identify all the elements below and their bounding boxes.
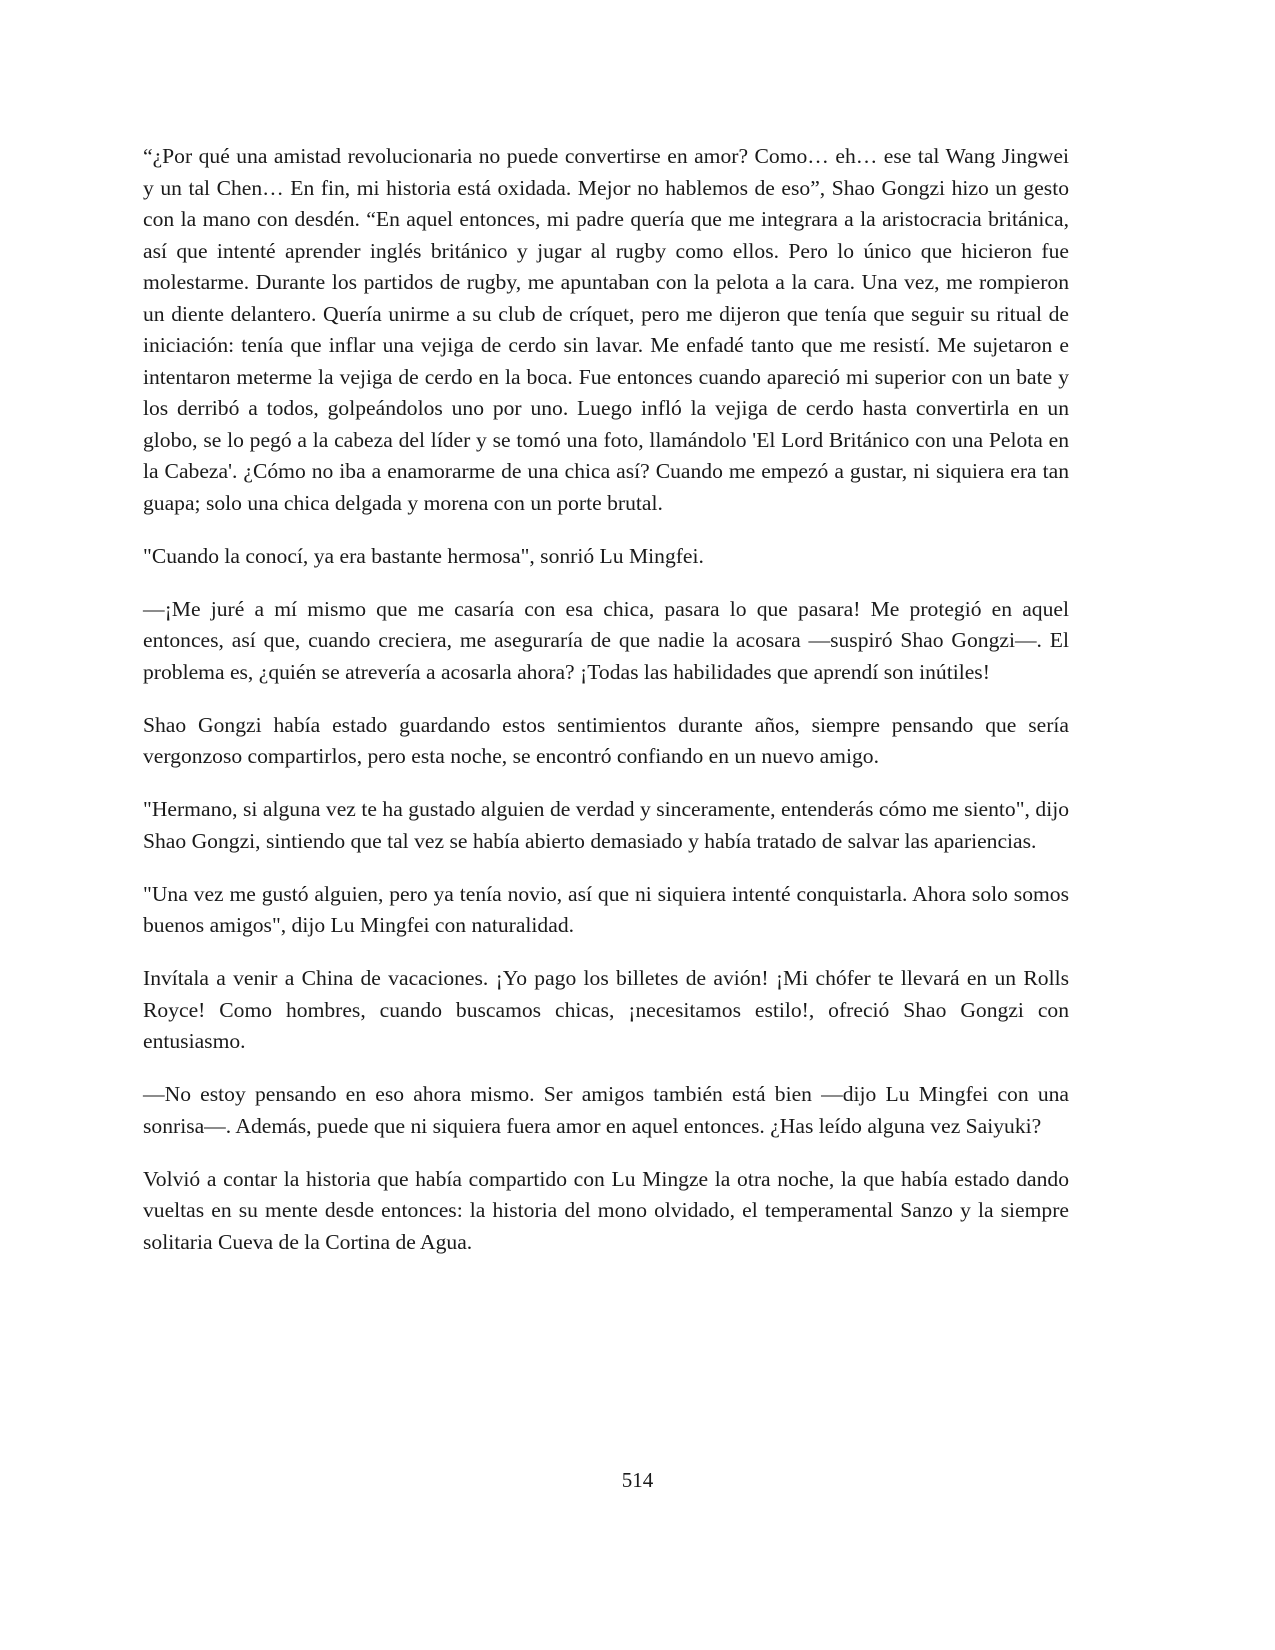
paragraph: "Hermano, si alguna vez te ha gustado alguien de verdad y sinceramente, entenderás cómo me siento", dijo Shao Gongzi, sintiendo que tal vez se había abierto demasiado y había tratado de salvar las apariencias. [143,797,1069,853]
paragraph: —¡Me juré a mí mismo que me casaría con esa chica, pasara lo que pasara! Me protegió en aquel entonces, así que, cuando creciera, me aseguraría de que nadie la acosara —suspiró Shao Gongzi—. El problema es, ¿quién se atrevería a acosarla ahora? ¡Todas las habilidades que aprendí son inútiles! [143,596,1069,684]
paragraph: “¿Por qué una amistad revolucionaria no puede convertirse en amor? Como… eh… ese tal Wang Jingwei y un tal Chen… En fin, mi historia está oxidada. Mejor no hablemos de eso”, Shao Gongzi hizo un gesto con la mano con desdén. “En aquel entonces, mi padre quería que me integrara a la aristocracia británica, así que intenté aprender inglés británico y jugar al rugby como ellos. Pero lo único que hicieron fue molestarme. Durante los partidos de rugby, me apuntaban con la pelota a la cara. Una vez, me rompieron un diente delantero. Quería unirme a su club de críquet, pero me dijeron que tenía que seguir su ritual de iniciación: tenía que inflar una vejiga de cerdo sin lavar. Me enfadé tanto que me resistí. Me sujetaron e intentaron meterme la vejiga de cerdo en la boca. Fue entonces cuando apareció mi superior con un bate y los derribó a todos, golpeándolos uno por uno. Luego infló la vejiga de cerdo hasta convertirla en un globo, se lo pegó a la cabeza del líder y se tomó una foto, llamándolo 'El Lord Británico con una Pelota en la Cabeza'. ¿Cómo no iba a enamorarme de una chica así? Cuando me empezó a gustar, ni siquiera era tan guapa; solo una chica delgada y morena con un porte brutal. [143,144,1069,515]
paragraph: Shao Gongzi había estado guardando estos sentimientos durante años, siempre pensando que sería vergonzoso compartirlos, pero esta noche, se encontró confiando en un nuevo amigo. [143,712,1069,768]
paragraph: "Cuando la conocí, ya era bastante hermosa", sonrió Lu Mingfei. [143,543,704,568]
paragraph: —No estoy pensando en eso ahora mismo. Ser amigos también está bien —dijo Lu Mingfei con una sonrisa—. Además, puede que ni siquiera fuera amor en aquel entonces. ¿Has leído alguna vez Saiyuki? [143,1082,1069,1138]
page-number: 514 [621,1468,654,1492]
page-body [143,141,1069,1280]
paragraph: Volvió a contar la historia que había compartido con Lu Mingze la otra noche, la que había estado dando vueltas en su mente desde entonces: la historia del mono olvidado, el temperamental Sanzo y la siempre solitaria Cueva de la Cortina de Agua. [143,1166,1069,1254]
paragraph: Invítala a venir a China de vacaciones. ¡Yo pago los billetes de avión! ¡Mi chófer te llevará en un Rolls Royce! Como hombres, cuando buscamos chicas, ¡necesitamos estilo!, ofreció Shao Gongzi con entusiasmo. [143,966,1069,1053]
paragraph: "Una vez me gustó alguien, pero ya tenía novio, así que ni siquiera intenté conquistarla. Ahora solo somos buenos amigos", dijo Lu Mingfei con naturalidad. [143,881,1069,937]
